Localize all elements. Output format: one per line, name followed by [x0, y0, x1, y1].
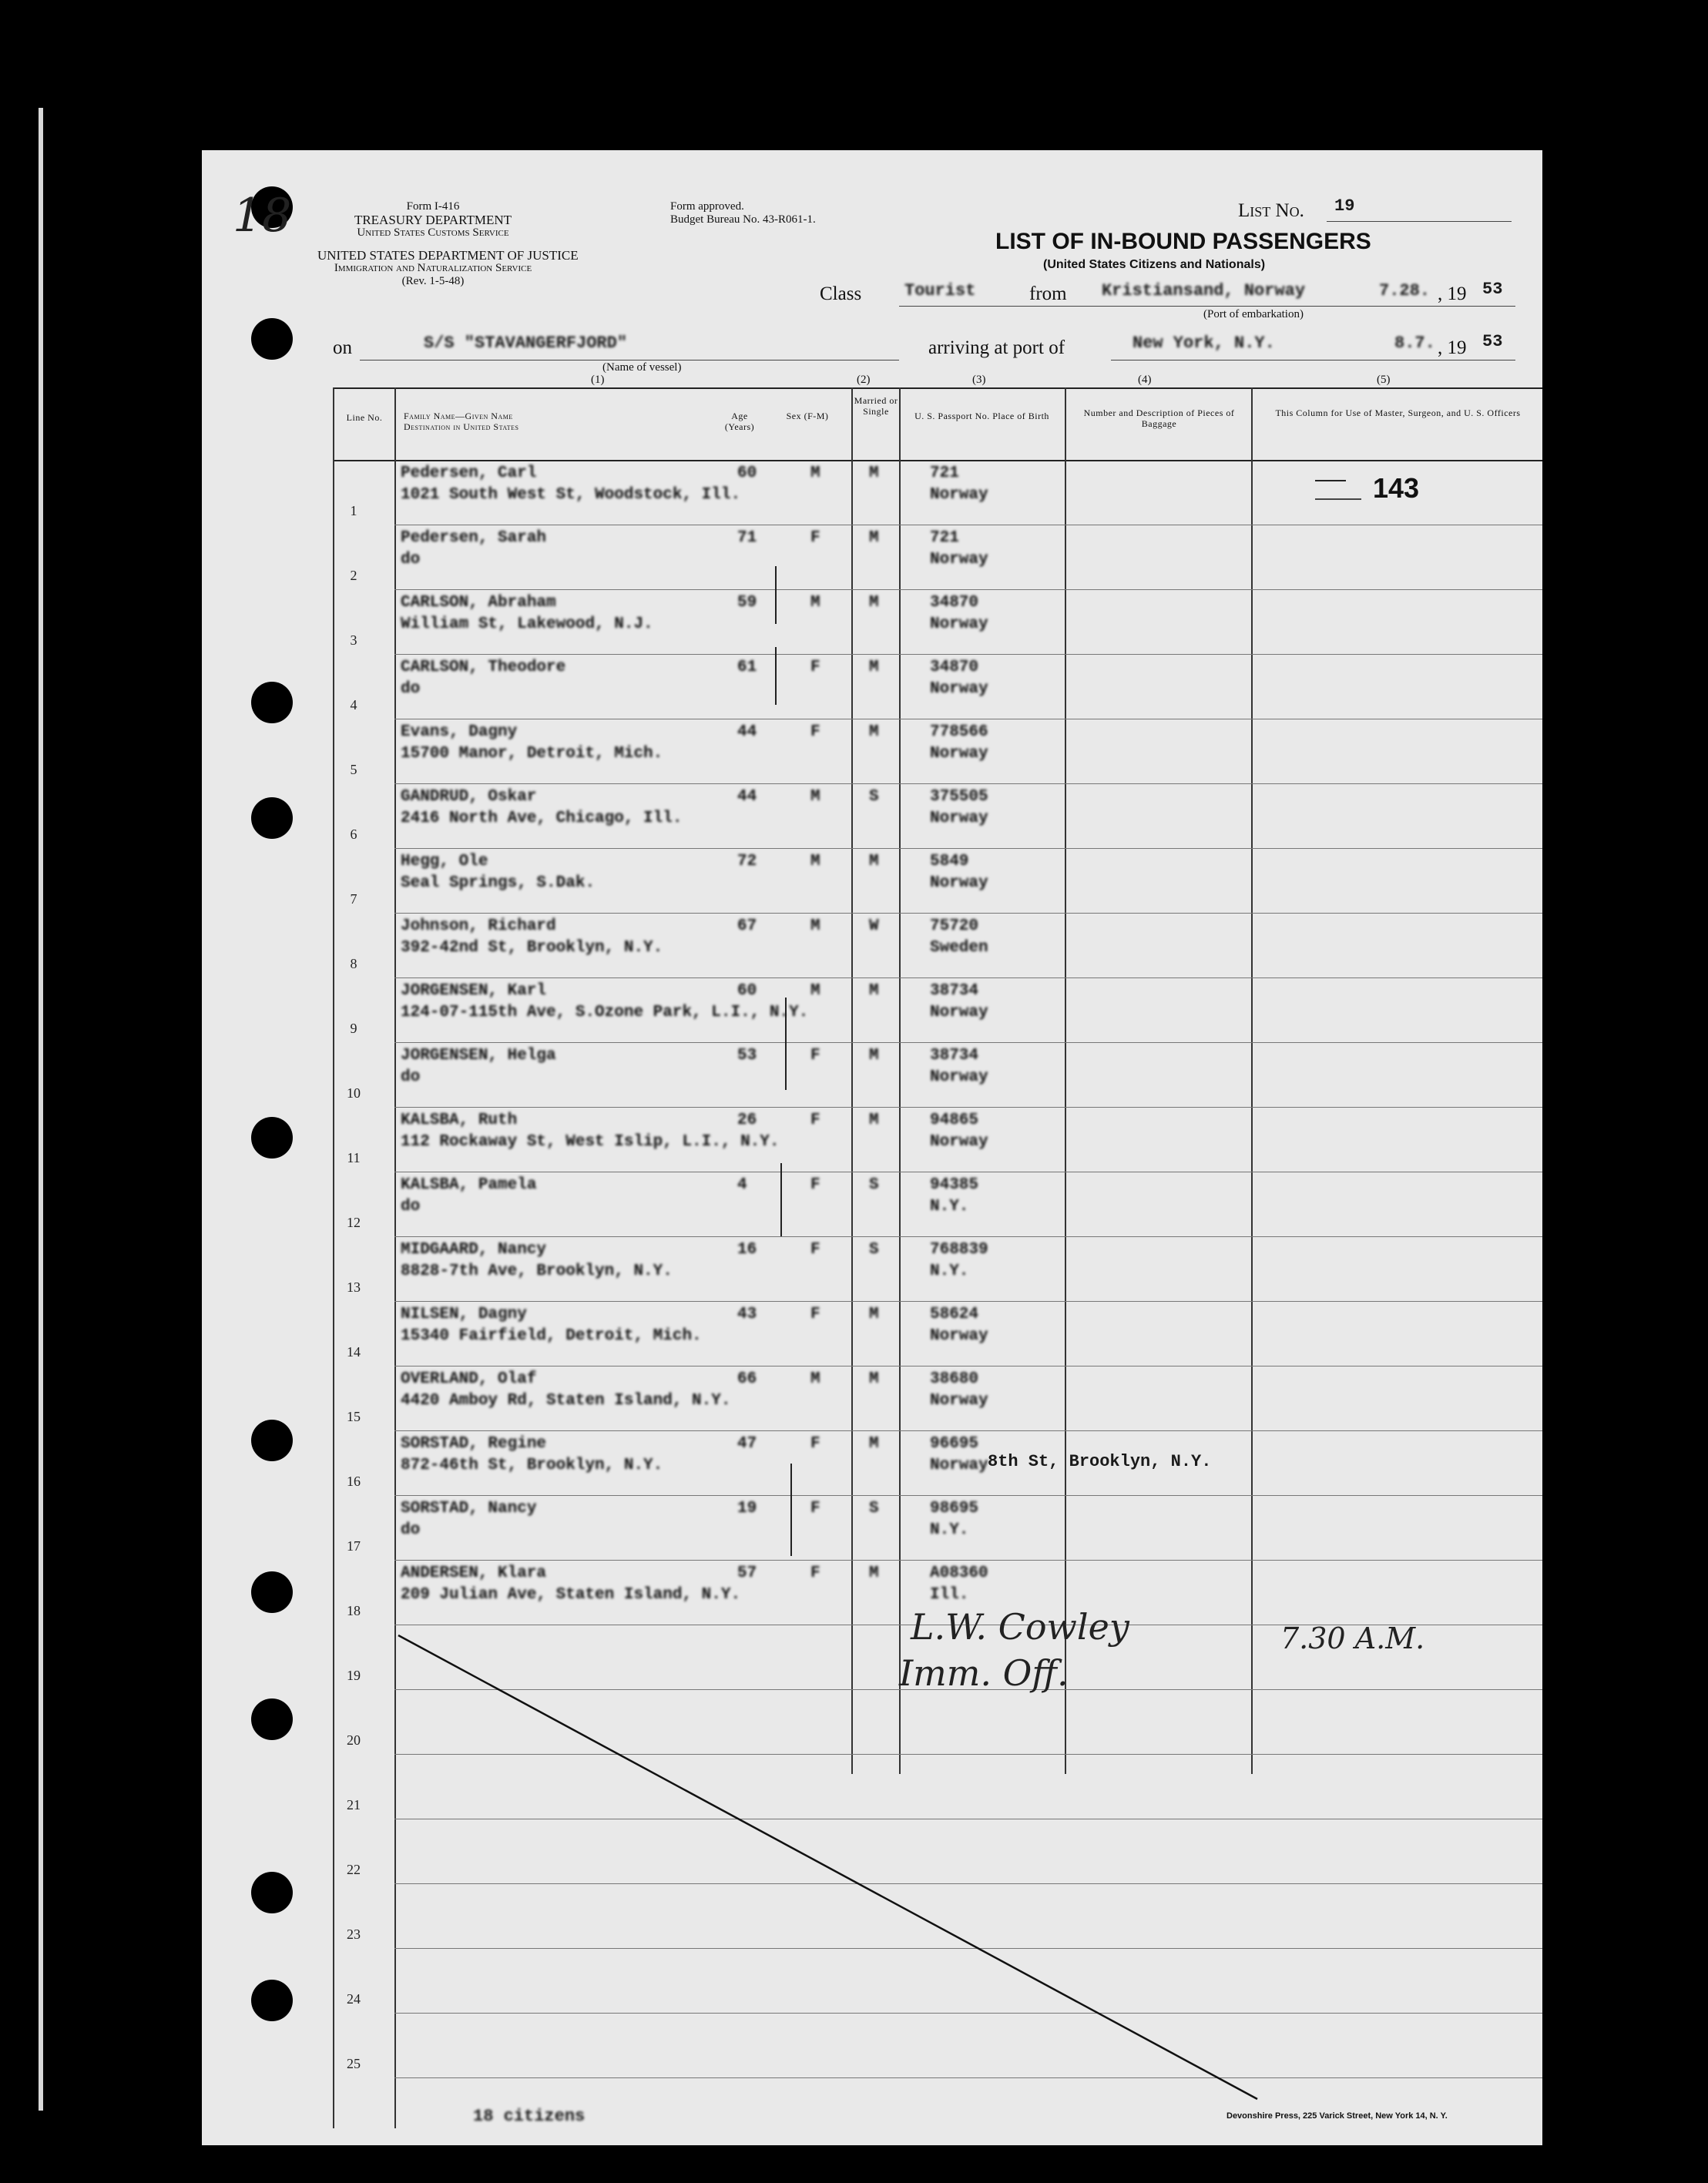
- passenger-destination: do: [401, 1198, 421, 1216]
- officer-stamp-number: 143: [1373, 472, 1420, 504]
- passenger-destination: do: [401, 551, 421, 568]
- passenger-destination: 15700 Manor, Detroit, Mich.: [401, 745, 663, 763]
- line-number: 10: [347, 1085, 361, 1101]
- passport-number: 721: [930, 464, 959, 482]
- passenger-name: GANDRUD, Oskar: [401, 788, 537, 806]
- class-value: Tourist: [904, 281, 976, 300]
- line-number: 6: [350, 827, 357, 842]
- marital-status: M: [869, 464, 879, 482]
- line-number: 9: [350, 1021, 357, 1036]
- from-port-value: Kristiansand, Norway: [1102, 281, 1306, 300]
- marital-status: S: [869, 1176, 879, 1194]
- passenger-sex: F: [810, 1047, 820, 1065]
- inspection-time: 7.30 A.M.: [1280, 1621, 1425, 1655]
- line-number: 2: [350, 568, 357, 583]
- col-head-baggage: Number and Description of Pieces of Baggage: [1083, 407, 1235, 429]
- col-num-3: (3): [972, 374, 986, 386]
- passport-number: 778566: [930, 723, 988, 741]
- passenger-age: 44: [737, 723, 757, 741]
- passenger-destination: 2416 North Ave, Chicago, Ill.: [401, 810, 683, 827]
- passenger-age: 66: [737, 1370, 757, 1388]
- passenger-age: 16: [737, 1241, 757, 1259]
- adjacent-page-edge: [39, 108, 43, 2111]
- marital-status: S: [869, 1241, 879, 1259]
- passenger-destination: 1021 South West St, Woodstock, Ill.: [401, 486, 741, 504]
- line-number: 22: [347, 1862, 361, 1877]
- passenger-manifest-sheet: [202, 150, 1542, 2145]
- place-of-birth: Norway: [930, 1068, 988, 1086]
- passenger-age: 53: [737, 1047, 757, 1065]
- passenger-destination: William St, Lakewood, N.J.: [401, 615, 653, 633]
- line-number: 11: [347, 1150, 361, 1165]
- passenger-destination: do: [401, 1521, 421, 1539]
- year-value-2: 53: [1482, 332, 1503, 351]
- col-num-1: (1): [591, 374, 605, 386]
- passenger-age: 47: [737, 1435, 757, 1453]
- passenger-sex: F: [810, 1564, 820, 1582]
- col-head-married: Married or Single: [854, 395, 898, 417]
- marital-status: M: [869, 1435, 879, 1453]
- form-number: Form I-416: [406, 200, 460, 213]
- col-head-sex: Sex (F-M): [786, 411, 829, 421]
- passenger-age: 44: [737, 788, 757, 806]
- line-number: 24: [347, 1991, 361, 2007]
- passenger-destination: do: [401, 680, 421, 698]
- place-of-birth: Norway: [930, 1457, 988, 1474]
- passenger-age: 72: [737, 853, 757, 870]
- line-number: 5: [350, 762, 357, 777]
- passenger-destination: Seal Springs, S.Dak.: [401, 874, 596, 892]
- arrival-date-value: 8.7.: [1394, 334, 1435, 353]
- line-number: 23: [347, 1926, 361, 1942]
- marital-status: M: [869, 1306, 879, 1323]
- passenger-name: JORGENSEN, Helga: [401, 1047, 556, 1065]
- passenger-age: 67: [737, 917, 757, 935]
- passport-number: 38734: [930, 1047, 979, 1065]
- marital-status: M: [869, 1370, 879, 1388]
- passenger-destination: 112 Rockaway St, West Islip, L.I., N.Y.: [401, 1133, 780, 1151]
- passenger-name: Hegg, Ole: [401, 853, 488, 870]
- passenger-sex: F: [810, 659, 820, 676]
- pen-marks: [202, 150, 1542, 2145]
- passport-number: 38680: [930, 1370, 979, 1388]
- form-subtitle: (United States Citizens and Nationals): [1043, 258, 1266, 271]
- passenger-name: Johnson, Richard: [401, 917, 556, 935]
- passenger-age: 43: [737, 1306, 757, 1323]
- passport-number: 58624: [930, 1306, 979, 1323]
- place-of-birth: Ill.: [930, 1586, 969, 1604]
- passenger-age: 61: [737, 659, 757, 676]
- line-number: 21: [347, 1797, 361, 1812]
- passenger-age: 26: [737, 1112, 757, 1129]
- passenger-sex: F: [810, 1176, 820, 1194]
- from-date-value: 7.28.: [1379, 281, 1431, 300]
- vessel-name: S/S "STAVANGERFJORD": [424, 334, 628, 353]
- passenger-age: 57: [737, 1564, 757, 1582]
- place-of-birth: Norway: [930, 810, 988, 827]
- passenger-age: 4: [737, 1176, 747, 1194]
- passenger-age: 60: [737, 464, 757, 482]
- marital-status: S: [869, 1500, 879, 1517]
- budget-bureau: Budget Bureau No. 43-R061-1.: [670, 213, 816, 226]
- marital-status: W: [869, 917, 879, 935]
- passenger-sex: M: [810, 464, 820, 482]
- place-of-birth: N.Y.: [930, 1198, 969, 1216]
- line-number: 14: [347, 1344, 361, 1360]
- line-number: 17: [347, 1538, 361, 1554]
- place-of-birth: Sweden: [930, 939, 988, 957]
- passenger-name: Evans, Dagny: [401, 723, 518, 741]
- cancel-diagonal-line: [398, 1635, 1257, 2099]
- passport-number: 75720: [930, 917, 979, 935]
- justice-department: UNITED STATES DEPARTMENT OF JUSTICE: [317, 248, 579, 263]
- passport-number: 34870: [930, 659, 979, 676]
- col-head-officers: This Column for Use of Master, Surgeon, and U. S. Officers: [1275, 407, 1521, 418]
- passenger-name: JORGENSEN, Karl: [401, 982, 547, 1000]
- row16-annotation: 8th St, Brooklyn, N.Y.: [988, 1452, 1212, 1471]
- printer-imprint: Devonshire Press, 225 Varick Street, New York 14, N. Y.: [1226, 2111, 1448, 2121]
- passenger-age: 19: [737, 1500, 757, 1517]
- port-caption: (Port of embarkation): [1203, 308, 1304, 320]
- place-of-birth: Norway: [930, 1004, 988, 1021]
- line-number: 13: [347, 1279, 361, 1295]
- from-label: from: [1029, 283, 1067, 304]
- passenger-sex: F: [810, 1112, 820, 1129]
- line-number: 7: [350, 891, 357, 907]
- citizen-count: 18 citizens: [473, 2107, 586, 2126]
- passenger-destination: 209 Julian Ave, Staten Island, N.Y.: [401, 1586, 741, 1604]
- line-number: 25: [347, 2056, 361, 2071]
- marital-status: S: [869, 788, 879, 806]
- passport-number: 375505: [930, 788, 988, 806]
- passenger-name: SORSTAD, Nancy: [401, 1500, 537, 1517]
- marital-status: M: [869, 659, 879, 676]
- passenger-sex: F: [810, 1241, 820, 1259]
- passport-number: 5849: [930, 853, 969, 870]
- line-number: 8: [350, 956, 357, 971]
- year-prefix-2: , 19: [1438, 337, 1467, 358]
- place-of-birth: Norway: [930, 745, 988, 763]
- year-value-1: 53: [1482, 280, 1503, 299]
- col-num-5: (5): [1377, 374, 1391, 386]
- passenger-sex: F: [810, 1500, 820, 1517]
- passenger-destination: 124-07-115th Ave, S.Ozone Park, L.I., N.Y.: [401, 1004, 809, 1021]
- passenger-sex: M: [810, 788, 820, 806]
- passenger-destination: 15340 Fairfield, Detroit, Mich.: [401, 1327, 702, 1345]
- passport-number: 34870: [930, 594, 979, 612]
- arriving-label: arriving at port of: [928, 337, 1065, 358]
- passenger-name: NILSEN, Dagny: [401, 1306, 527, 1323]
- passenger-sex: F: [810, 1306, 820, 1323]
- margin-note: 18: [233, 189, 292, 243]
- passport-number: 94865: [930, 1112, 979, 1129]
- passenger-sex: M: [810, 1370, 820, 1388]
- inspector-title: Imm. Off.: [899, 1652, 1069, 1694]
- marital-status: M: [869, 1047, 879, 1065]
- marital-status: M: [869, 1564, 879, 1582]
- passenger-name: KALSBA, Pamela: [401, 1176, 537, 1194]
- vessel-caption: (Name of vessel): [602, 361, 682, 374]
- col-num-4: (4): [1138, 374, 1152, 386]
- list-no-label: List No.: [1238, 200, 1304, 221]
- on-label: on: [333, 337, 352, 358]
- passenger-name: MIDGAARD, Nancy: [401, 1241, 547, 1259]
- passenger-age: 59: [737, 594, 757, 612]
- place-of-birth: Norway: [930, 1392, 988, 1410]
- line-number: 20: [347, 1732, 361, 1748]
- class-label: Class: [820, 283, 862, 304]
- passport-number: 721: [930, 529, 959, 547]
- marital-status: M: [869, 529, 879, 547]
- form-title: LIST OF IN-BOUND PASSENGERS: [995, 229, 1371, 254]
- line-number: 15: [347, 1409, 361, 1424]
- col-head-line: Line No.: [346, 412, 383, 423]
- place-of-birth: Norway: [930, 615, 988, 633]
- passport-number: 38734: [930, 982, 979, 1000]
- arrival-port-value: New York, N.Y.: [1133, 334, 1275, 353]
- passenger-age: 60: [737, 982, 757, 1000]
- passenger-sex: F: [810, 723, 820, 741]
- passenger-name: SORSTAD, Regine: [401, 1435, 547, 1453]
- line-number: 4: [350, 697, 357, 713]
- place-of-birth: Norway: [930, 1133, 988, 1151]
- treasury-department: TREASURY DEPARTMENT: [354, 213, 512, 227]
- place-of-birth: Norway: [930, 874, 988, 892]
- passenger-destination: do: [401, 1068, 421, 1086]
- passport-number: 768839: [930, 1241, 988, 1259]
- passport-number: 96695: [930, 1435, 979, 1453]
- place-of-birth: N.Y.: [930, 1263, 969, 1280]
- revision: (Rev. 1-5-48): [401, 275, 465, 287]
- form-approved: Form approved.: [670, 200, 744, 213]
- passenger-name: Pedersen, Carl: [401, 464, 537, 482]
- passenger-destination: 4420 Amboy Rd, Staten Island, N.Y.: [401, 1392, 731, 1410]
- passenger-sex: F: [810, 1435, 820, 1453]
- col-head-age: Age (Years): [724, 411, 755, 432]
- marital-status: M: [869, 982, 879, 1000]
- marital-status: M: [869, 853, 879, 870]
- passenger-name: CARLSON, Theodore: [401, 659, 566, 676]
- passenger-name: ANDERSEN, Klara: [401, 1564, 547, 1582]
- passenger-age: 71: [737, 529, 757, 547]
- passenger-name: CARLSON, Abraham: [401, 594, 556, 612]
- passport-number: A08360: [930, 1564, 988, 1582]
- marital-status: M: [869, 723, 879, 741]
- customs-service: United States Customs Service: [357, 226, 509, 239]
- place-of-birth: Norway: [930, 1327, 988, 1345]
- place-of-birth: Norway: [930, 551, 988, 568]
- place-of-birth: Norway: [930, 680, 988, 698]
- inspector-signature: L.W. Cowley: [911, 1606, 1129, 1648]
- passenger-name: OVERLAND, Olaf: [401, 1370, 537, 1388]
- place-of-birth: Norway: [930, 486, 988, 504]
- passenger-name: KALSBA, Ruth: [401, 1112, 518, 1129]
- passenger-sex: F: [810, 529, 820, 547]
- passenger-destination: 872-46th St, Brooklyn, N.Y.: [401, 1457, 663, 1474]
- line-number: 18: [347, 1603, 361, 1618]
- col-head-passport: U. S. Passport No. Place of Birth: [914, 411, 1049, 421]
- line-number: 3: [350, 632, 357, 648]
- passport-number: 98695: [930, 1500, 979, 1517]
- year-prefix: , 19: [1438, 283, 1467, 304]
- col-head-dest-text: Destination in United States: [404, 421, 519, 432]
- passenger-name: Pedersen, Sarah: [401, 529, 547, 547]
- line-number: 12: [347, 1215, 361, 1230]
- line-number: 19: [347, 1668, 361, 1683]
- line-number: 16: [347, 1474, 361, 1489]
- marital-status: M: [869, 594, 879, 612]
- passenger-sex: M: [810, 853, 820, 870]
- col-head-name-text: Family Name—Given Name: [404, 411, 513, 421]
- col-num-2: (2): [857, 374, 871, 386]
- line-number: 1: [350, 503, 357, 518]
- ins-service: Immigration and Naturalization Service: [334, 262, 532, 274]
- place-of-birth: N.Y.: [930, 1521, 969, 1539]
- passenger-destination: 8828-7th Ave, Brooklyn, N.Y.: [401, 1263, 673, 1280]
- passenger-sex: M: [810, 917, 820, 935]
- marital-status: M: [869, 1112, 879, 1129]
- passenger-sex: M: [810, 594, 820, 612]
- passenger-destination: 392-42nd St, Brooklyn, N.Y.: [401, 939, 663, 957]
- passenger-sex: M: [810, 982, 820, 1000]
- list-no-value: 19: [1334, 196, 1355, 216]
- passport-number: 94385: [930, 1176, 979, 1194]
